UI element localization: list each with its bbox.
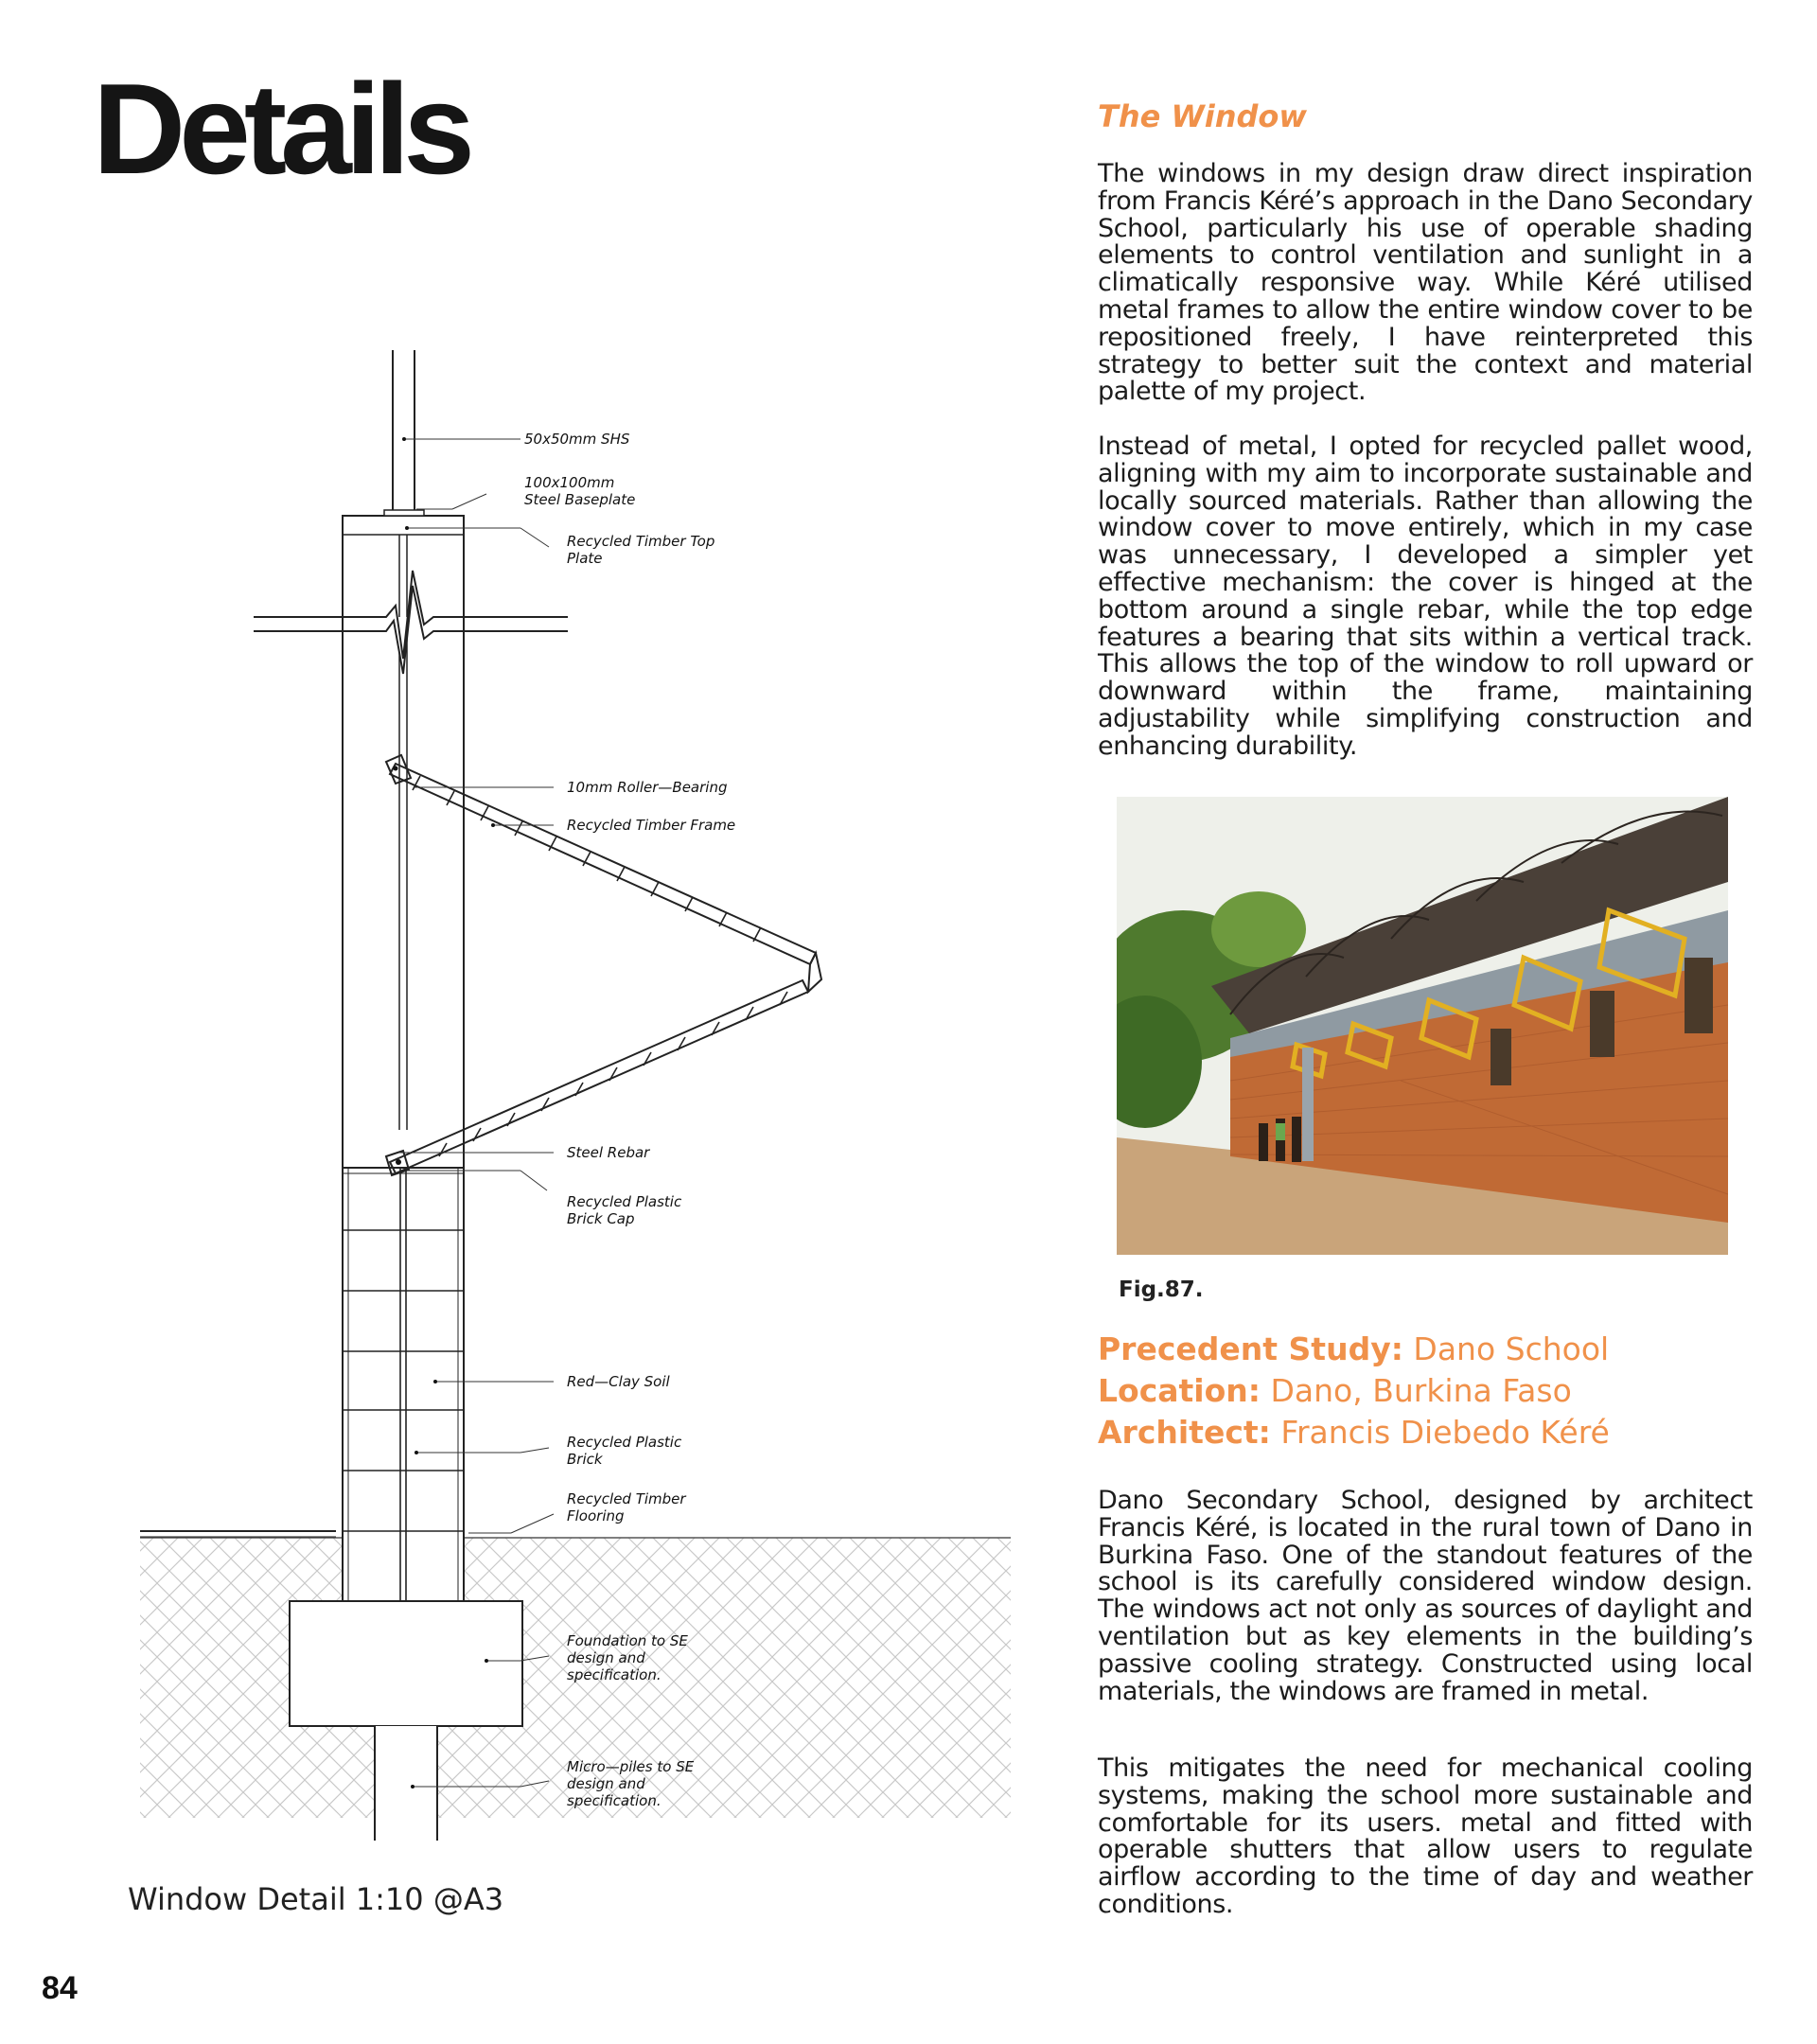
label-brick-2: Brick — [567, 1451, 603, 1468]
window-detail-drawing — [132, 341, 1022, 1855]
precedent-architect-value: Francis Diebedo Kéré — [1270, 1414, 1610, 1451]
roller-bearing — [394, 766, 398, 771]
label-baseplate: 100x100mm — [524, 474, 615, 491]
page-number: 84 — [42, 1970, 78, 2006]
window-paragraph-2: Instead of metal, I opted for recycled pallet wood, aligning with my aim to incorporate sustainable and locally sourced materials. Rather than allowing the window cover to move entirely, which in my case was unnecessary, I developed a simpler yet effective mechanism: the cover is hinged at the bottom around a single rebar, while the top edge features a bearing that sits within a vertical track. This allows the top of the window to roll upward or downward within the frame, maintaining adjustability while simplifying construction and enhancing durability. — [1098, 432, 1753, 761]
precedent-study-label: Precedent Study: — [1098, 1330, 1403, 1367]
precedent-study-value: Dano School — [1402, 1330, 1610, 1367]
section-heading: The Window — [1098, 98, 1307, 134]
label-soil: Red—Clay Soil — [567, 1373, 670, 1390]
label-flooring: Recycled Timber — [567, 1490, 686, 1507]
label-baseplate-2: Steel Baseplate — [524, 491, 636, 508]
label-brick: Recycled Plastic — [567, 1434, 682, 1451]
precedent-architect-label: Architect: — [1098, 1414, 1271, 1451]
precedent-info — [1098, 1329, 1610, 1454]
label-piles: Micro—piles to SE — [567, 1758, 695, 1775]
label-foundation-3: specification. — [567, 1666, 662, 1683]
label-top-plate: Recycled Timber Top — [567, 533, 715, 550]
precedent-architect-line — [1098, 1412, 1610, 1454]
micro-pile — [375, 1726, 437, 1821]
timber-post — [343, 516, 464, 1168]
precedent-location-line — [1098, 1370, 1610, 1412]
steel-rebar — [396, 1159, 401, 1165]
precedent-location-value: Dano, Burkina Faso — [1260, 1372, 1572, 1409]
label-piles-2: design and — [567, 1775, 645, 1792]
precedent-location-label: Location: — [1098, 1372, 1261, 1409]
label-rebar: Steel Rebar — [567, 1144, 650, 1161]
label-brick-cap-2: Brick Cap — [567, 1210, 635, 1227]
label-roller: 10mm Roller—Bearing — [567, 779, 728, 796]
precedent-paragraph-2: This mitigates the need for mechanical cooling systems, making the school more sustainable and comfortable for its users. metal and fitted with operable shutters that allow users to regulate airflow according to the time of day and weather conditions. — [1098, 1753, 1753, 1919]
precedent-study-line — [1098, 1329, 1610, 1370]
label-top-plate-2: Plate — [567, 550, 603, 567]
steel-shs — [384, 350, 424, 516]
brick-column — [343, 1168, 464, 1601]
drawing-caption: Window Detail 1:10 @A3 — [128, 1881, 504, 1917]
label-brick-cap: Recycled Plastic — [567, 1193, 682, 1210]
figure-caption: Fig.87. — [1119, 1278, 1204, 1302]
label-foundation: Foundation to SE — [567, 1632, 688, 1649]
dano-school-photo — [1117, 797, 1728, 1255]
window-paragraph-1: The windows in my design draw direct inspiration from Francis Kéré’s approach in the Dano Secondary School, particularly his use of operable shading elements to control ventilation and sunlight in a climatically responsive way. While Kéré utilised metal frames to allow the entire window cover to be repositioned freely, I have reinterpreted this strategy to better suit the context and material palette of my project. — [1098, 159, 1753, 407]
page-title: Details — [93, 57, 468, 201]
label-shs: 50x50mm SHS — [524, 431, 630, 448]
foundation-block — [290, 1601, 522, 1726]
label-flooring-2: Flooring — [567, 1507, 625, 1524]
label-foundation-2: design and — [567, 1649, 645, 1666]
precedent-paragraph-1: Dano Secondary School, designed by architect Francis Kéré, is located in the rural town of Dano in Burkina Faso. One of the standout features of the school is its carefully considered window design. The windows act not only as sources of daylight and ventilation but as key elements in the building’s passive cooling strategy. Constructed using local materials, the windows are framed in metal. — [1098, 1486, 1753, 1706]
label-piles-3: specification. — [567, 1792, 662, 1809]
label-frame: Recycled Timber Frame — [567, 817, 736, 834]
